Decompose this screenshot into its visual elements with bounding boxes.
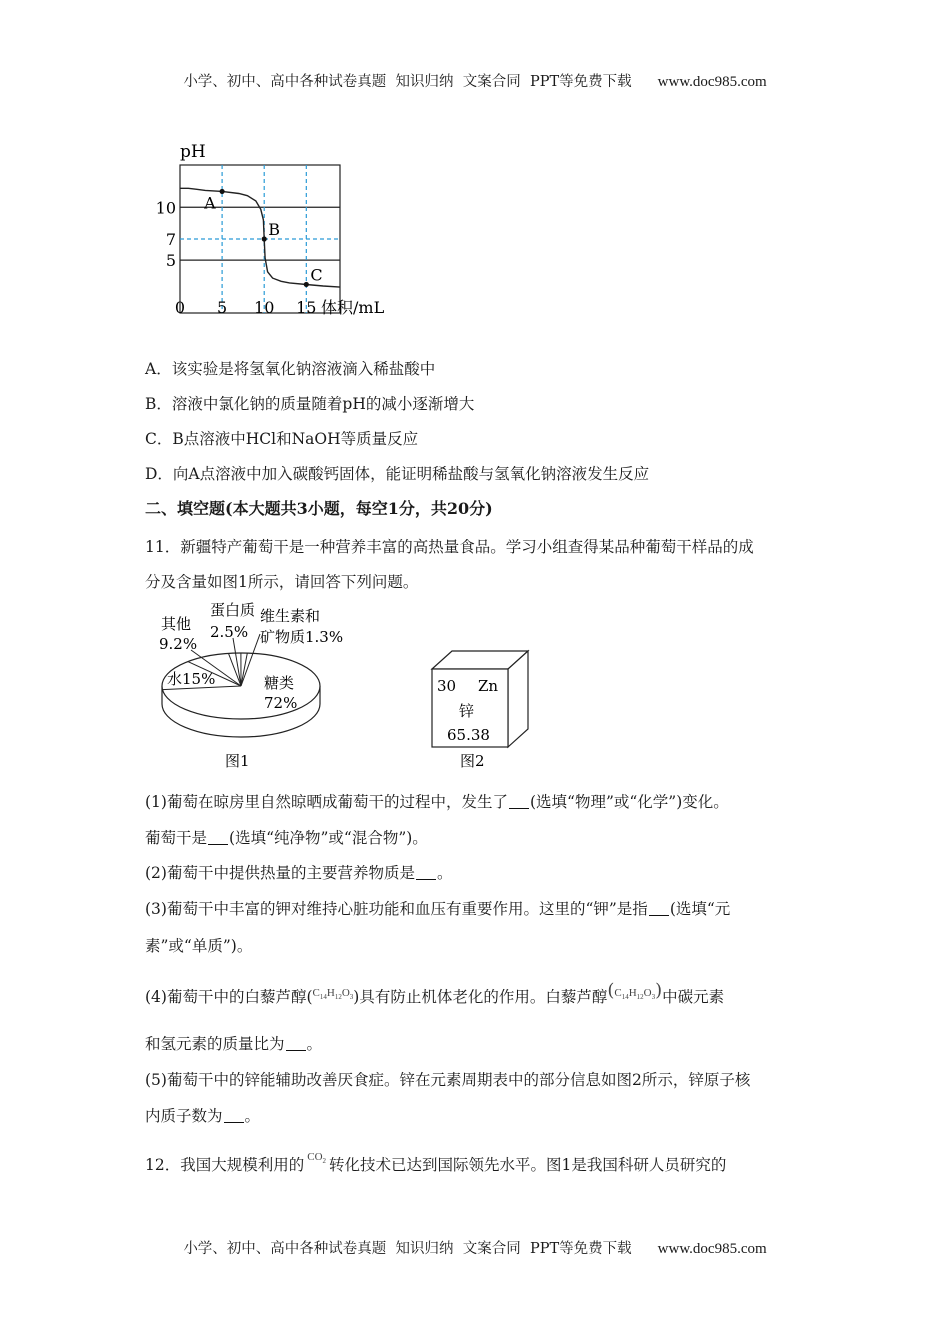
point-c — [304, 282, 309, 287]
atomic-number: 30 — [437, 677, 457, 695]
text-segment: (选填“纯净物”或“混合物”)。 — [229, 829, 428, 847]
q11-part1-line2 — [145, 826, 428, 848]
q11-part3-line1 — [145, 897, 730, 919]
x-tick-label: 15 — [296, 298, 317, 317]
q12-line1 — [145, 1151, 726, 1175]
label-vitamin-2: 矿物质1.3% — [260, 628, 344, 646]
footer-url[interactable]: www.doc985.com — [657, 1241, 767, 1257]
text-segment: 转化技术已达到国际领先水平。图1是我国科研人员研究的 — [329, 1156, 727, 1174]
answer-blank[interactable] — [224, 1108, 244, 1123]
text-segment: 中碳元素 — [662, 988, 725, 1006]
x-axis-label: 体积/mL — [321, 298, 385, 317]
text-segment: 。 — [244, 1107, 261, 1125]
paren-close: ) — [655, 980, 663, 1001]
option-a: A．该实验是将氢氧化钠溶液滴入稀盐酸中 — [145, 360, 436, 378]
text-segment: 和氢元素的质量比为 — [145, 1035, 285, 1053]
y-axis-label: pH — [180, 142, 206, 162]
header-url[interactable]: www.doc985.com — [657, 74, 767, 90]
text-segment: (1)葡萄在晾房里自然晾晒成葡萄干的过程中，发生了 — [145, 793, 508, 811]
page-header — [0, 70, 950, 91]
point-label-a: A — [204, 193, 216, 213]
atomic-mass: 65.38 — [447, 726, 490, 744]
point-a — [220, 189, 225, 194]
q11-part4-line1 — [145, 980, 724, 1007]
text-segment: (选填“物理”或“化学”)变化。 — [529, 793, 729, 811]
figure-1-caption: 图1 — [225, 752, 250, 770]
paren-open: ( — [607, 980, 615, 1001]
q11-part3-line2: 素”或“单质”)。 — [145, 937, 253, 955]
y-tick-label: 10 — [155, 198, 176, 218]
section-2-title: 二、填空题(本大题共3小题，每空1分，共20分) — [145, 499, 493, 518]
q11-line2: 分及含量如图1所示，请回答下列问题。 — [145, 573, 419, 591]
label-other-pct: 9.2% — [159, 635, 198, 653]
answer-blank[interactable] — [208, 830, 228, 845]
option-b: B．溶液中氯化钠的质量随着pH的减小逐渐增大 — [145, 395, 475, 413]
y-tick-label: 5 — [165, 251, 176, 271]
label-water: 水15% — [167, 670, 216, 688]
label-vitamin-1: 维生素和 — [260, 607, 321, 625]
q11-line1: 11．新疆特产葡萄干是一种营养丰富的高热量食品。学习小组查得某品种葡萄干样品的成 — [145, 538, 754, 556]
text-segment: 12．我国大规模利用的 — [145, 1156, 305, 1174]
element-symbol: Zn — [478, 677, 499, 695]
header-text: 小学、初中、高中各种试卷真题 知识归纳 文案合同 PPT等免费下载 — [183, 74, 632, 90]
formula-co2: $CO_2$ — [307, 1151, 327, 1166]
option-d: D．向A点溶液中加入碳酸钙固体，能证明稀盐酸与氢氧化钠溶液发生反应 — [145, 465, 650, 483]
text-segment: 内质子数为 — [145, 1107, 223, 1125]
q11-part5-line1: (5)葡萄干中的锌能辅助改善厌食症。锌在元素周期表中的部分信息如图2所示，锌原子核 — [145, 1071, 751, 1089]
page-footer — [0, 1237, 950, 1258]
formula-resveratrol-2: $C_{14}H_{12}O_3$ — [614, 987, 656, 1002]
label-protein: 蛋白质 — [210, 601, 256, 619]
text-segment: )具有防止机体老化的作用。白藜芦醇 — [353, 988, 608, 1006]
y-tick-label: 7 — [165, 230, 176, 249]
text-segment: 。 — [436, 864, 453, 882]
footer-text: 小学、初中、高中各种试卷真题 知识归纳 文案合同 PPT等免费下载 — [183, 1241, 632, 1257]
option-c: C．B点溶液中HCl和NaOH等质量反应 — [145, 430, 419, 448]
answer-blank[interactable] — [286, 1036, 306, 1051]
ph-chart — [150, 135, 410, 325]
figure-2-element — [425, 648, 540, 776]
label-sugar-pct: 72% — [264, 694, 298, 712]
label-other: 其他 — [161, 615, 192, 633]
text-segment: 葡萄干是 — [145, 829, 208, 847]
figure-2-caption: 图2 — [460, 752, 485, 770]
q11-part5-line2 — [145, 1104, 260, 1126]
figure-1-pie — [150, 598, 390, 773]
point-b — [262, 236, 267, 241]
label-protein-pct: 2.5% — [210, 623, 249, 641]
text-segment: (2)葡萄干中提供热量的主要营养物质是 — [145, 864, 415, 882]
text-segment: (3)葡萄干中丰富的钾对维持心脏功能和血压有重要作用。这里的“钾”是指 — [145, 900, 648, 918]
answer-blank[interactable] — [649, 901, 669, 916]
text-segment: 。 — [306, 1035, 323, 1053]
q11-part1-line1 — [145, 790, 729, 812]
q11-part2 — [145, 861, 452, 883]
formula-resveratrol: $C_{14}H_{12}O_3$ — [312, 987, 354, 1002]
x-tick-label: 0 — [174, 298, 186, 317]
label-sugar: 糖类 — [264, 674, 295, 692]
element-name: 锌 — [459, 702, 475, 720]
x-tick-label: 10 — [254, 298, 275, 317]
text-segment: (4)葡萄干中的白藜芦醇( — [145, 988, 313, 1006]
text-segment: (选填“元 — [669, 900, 731, 918]
q11-part4-line2 — [145, 1032, 322, 1054]
x-tick-label: 5 — [217, 298, 228, 317]
point-label-c: C — [310, 265, 323, 285]
point-label-b: B — [268, 220, 280, 239]
answer-blank[interactable] — [416, 865, 436, 880]
answer-blank[interactable] — [509, 794, 529, 809]
